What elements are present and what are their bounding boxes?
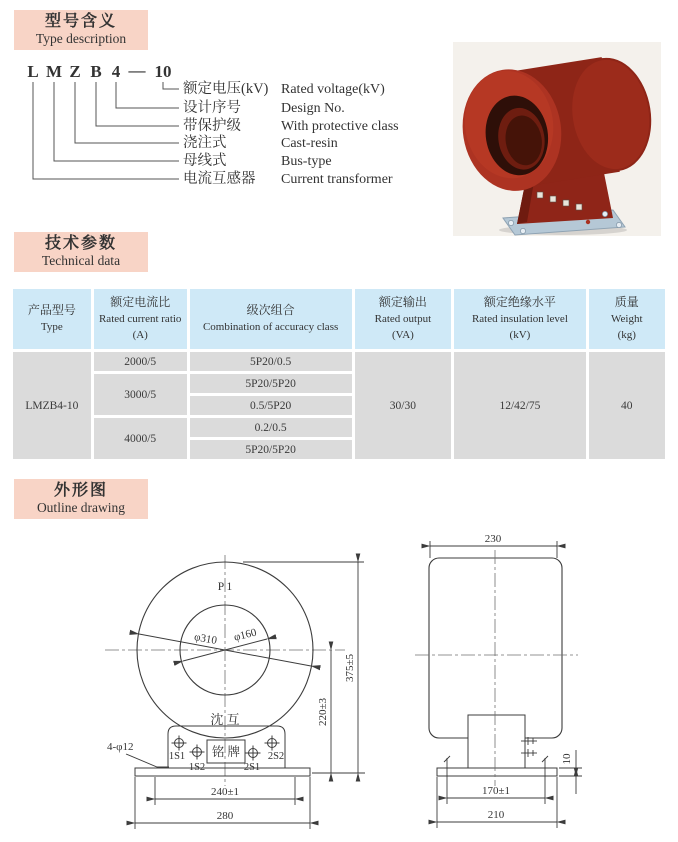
- type-code-diagram: [14, 52, 459, 197]
- header-insulation-level: [454, 289, 585, 349]
- cell-ratio-2000: 2000/5: [94, 352, 187, 371]
- header-rated-output: [355, 289, 452, 349]
- header-ratio-unit: (A): [132, 328, 148, 341]
- meaning-en-1: Design No.: [281, 101, 345, 116]
- dim-outer-diameter: φ310: [193, 631, 218, 647]
- cell-accuracy-0: 5P20/0.5: [190, 352, 352, 371]
- table-header-row: [13, 289, 665, 349]
- dim-bolt-span-side: 170±1: [481, 785, 511, 797]
- p1-terminal-label: P 1: [217, 581, 233, 593]
- header-type: [13, 289, 91, 349]
- cell-accuracy-3: 0.2/0.5: [190, 418, 352, 437]
- type-code-letters: [27, 61, 171, 81]
- cell-accuracy-4: 5P20/5P20: [190, 440, 352, 459]
- type-code-connector-lines: [33, 82, 179, 179]
- front-view: [105, 555, 365, 829]
- header-type-en: Type: [40, 320, 63, 333]
- outline-drawing: [0, 528, 678, 842]
- nameplate-label: 铭 牌: [211, 745, 241, 759]
- dim-base-width-front: 280: [216, 810, 234, 822]
- type-code-labels-en: [281, 82, 399, 187]
- meaning-en-2: With protective class: [281, 119, 399, 134]
- header-output-unit: (VA): [392, 328, 414, 341]
- side-body: [429, 558, 562, 738]
- photo-plate-detail: [586, 220, 590, 224]
- meaning-zh-1: 设计序号: [183, 100, 241, 116]
- header-accuracy-class: [190, 289, 352, 349]
- header-rated-current-ratio: [94, 289, 187, 349]
- terminal-label-2s1: 2S1: [243, 762, 261, 773]
- code-letter-10: 10: [154, 62, 172, 81]
- meaning-zh-5: 电流互感器: [183, 171, 256, 187]
- meaning-en-3: Cast-resin: [281, 136, 338, 151]
- code-letter-4: 4: [111, 62, 121, 81]
- dim-plate-thickness: 10: [561, 753, 573, 765]
- header-accuracy-en: Combination of accuracy class: [202, 320, 339, 333]
- header-insulation-unit: (kV): [509, 328, 531, 341]
- dim-base-width-side: 210: [487, 809, 505, 821]
- dim-body-width-side: 230: [484, 533, 502, 545]
- maker-logo-text: 沈 互: [210, 712, 240, 727]
- header-insulation-zh: 额定绝缘水平: [483, 295, 556, 310]
- side-base-plate: [437, 768, 557, 776]
- section-title-zh: 外形图: [53, 482, 108, 500]
- code-letter-L: L: [27, 62, 39, 81]
- header-ratio-en: Rated current ratio: [98, 312, 182, 325]
- header-weight: [589, 289, 665, 349]
- dim-center-height: 220±3: [317, 697, 329, 727]
- cell-ratio-4000: 4000/5: [94, 418, 187, 459]
- header-accuracy-zh: 级次组合: [246, 303, 295, 318]
- mounting-holes-note: 4-φ12: [107, 741, 134, 753]
- meaning-zh-2: 带保护级: [183, 118, 241, 134]
- meaning-en-0: Rated voltage(kV): [281, 82, 385, 97]
- code-letter-M: M: [45, 62, 63, 81]
- section-header-technical-data: [14, 232, 148, 272]
- side-pedestal: [468, 715, 525, 768]
- header-output-zh: 额定输出: [378, 295, 427, 310]
- code-letter-dash: —: [128, 61, 146, 80]
- code-letter-B: B: [90, 62, 102, 81]
- cell-weight: 40: [589, 352, 665, 459]
- section-header-outline-drawing: [14, 479, 148, 519]
- section-title-zh: 型号含义: [44, 13, 117, 31]
- section-title-en: Type description: [35, 31, 127, 47]
- meaning-zh-0: 额定电压(kV): [183, 81, 269, 97]
- meaning-en-4: Bus-type: [281, 154, 332, 169]
- terminal-label-2s2: 2S2: [267, 751, 285, 762]
- meaning-zh-4: 母线式: [183, 153, 227, 169]
- header-weight-en: Weight: [611, 312, 643, 325]
- holes-leader-line: [126, 754, 169, 767]
- section-title-zh: 技术参数: [44, 235, 117, 253]
- terminal-label-1s2: 1S2: [188, 762, 206, 773]
- cell-insulation-level: 12/42/75: [454, 352, 585, 459]
- table-row: [13, 352, 665, 371]
- terminal-label-1s1: 1S1: [168, 751, 186, 762]
- cell-rated-output: 30/30: [355, 352, 452, 459]
- header-ratio-zh: 额定电流比: [110, 295, 171, 310]
- section-title-en: Outline drawing: [36, 500, 126, 516]
- code-letter-Z: Z: [69, 62, 81, 81]
- dim-inner-diameter: φ160: [232, 626, 258, 644]
- header-output-en: Rated output: [374, 312, 432, 325]
- header-weight-unit: (kg): [617, 328, 636, 341]
- meaning-zh-3: 浇注式: [183, 135, 227, 151]
- header-weight-zh: 质量: [614, 295, 639, 310]
- header-insulation-en: Rated insulation level: [471, 312, 568, 325]
- cell-accuracy-1: 5P20/5P20: [190, 374, 352, 393]
- type-code-labels-zh: [183, 79, 269, 187]
- dim-total-height: 375±5: [344, 653, 356, 683]
- side-view: [415, 533, 582, 828]
- header-type-zh: 产品型号: [27, 303, 76, 318]
- cell-product-type: LMZB4-10: [13, 352, 91, 459]
- meaning-en-5: Current transformer: [281, 172, 393, 187]
- section-title-en: Technical data: [41, 253, 121, 269]
- technical-data-table: [10, 286, 668, 462]
- product-photo: [453, 42, 661, 236]
- front-base-plate: [135, 768, 310, 776]
- cell-ratio-3000: 3000/5: [94, 374, 187, 415]
- dim-bolt-span-front: 240±1: [210, 786, 240, 798]
- section-header-type-description: [14, 10, 148, 50]
- cell-accuracy-2: 0.5/5P20: [190, 396, 352, 415]
